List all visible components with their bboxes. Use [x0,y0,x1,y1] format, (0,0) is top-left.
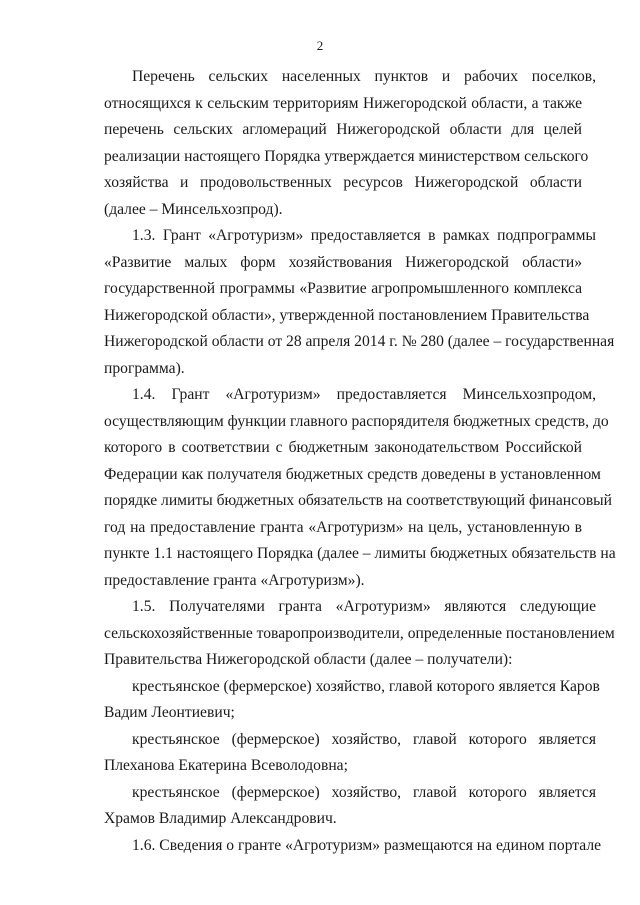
text-line: Федерации как получателя бюджетных средств доведены в установленном [104,465,601,483]
text-line: которого в соответствии с бюджетным законодательством Российской [104,439,582,456]
paragraph [104,674,600,727]
text-line: осуществляющим функции главного распорядителя бюджетных средств, до [104,412,609,430]
page-number: 2 [316,38,324,53]
text-line: год на предоставление гранта «Агротуризм» на цель, установленную в [104,518,582,536]
paragraph [104,382,616,594]
text-line: 1.5. Получателями гранта «Агротуризм» являются следующие [132,598,596,615]
text-line: крестьянское (фермерское) хозяйство, главой которого является [132,783,596,801]
text-line: крестьянское (фермерское) хозяйство, главой которого является Каров [132,677,600,695]
paragraph [104,727,596,780]
text-line: порядке лимиты бюджетных обязательств на соответствующий финансовый [104,492,613,509]
text-line: Перечень сельских населенных пунктов и рабочих поселков, [132,68,596,85]
text-line: 1.4. Грант «Агротуризм» предоставляется Минсельхозпродом, [132,386,596,403]
text-line: Плеханова Екатерина Всеволодовна; [104,757,348,774]
text-line: 1.3. Грант «Агротуризм» предоставляется в рамках подпрограммы [132,227,596,244]
text-line: Вадим Леонтиевич; [104,704,235,721]
text-line: сельскохозяйственные товаропроизводители, определенные постановлением [104,624,615,642]
paragraph [104,223,615,382]
text-line: пункте 1.1 настоящего Порядка (далее – лимиты бюджетных обязательств на [104,545,616,562]
text-line: Нижегородской области», утвержденной постановлением Правительства [104,306,590,324]
text-line: предоставление гранта «Агротуризм»). [104,571,365,589]
paragraph [104,594,615,674]
text-line: 1.6. Сведения о гранте «Агротуризм» размещаются на едином портале [132,836,602,854]
text-line: реализации настоящего Порядка утверждается министерством сельского [104,147,589,165]
text-line: «Развитие малых форм хозяйствования Нижегородской области» [104,253,582,271]
text-line: Нижегородской области от 28 апреля 2014 г. № 280 (далее – государственная [104,333,615,350]
paragraph [104,780,596,833]
text-line: перечень сельских агломераций Нижегородской области для целей [104,121,582,138]
text-line: (далее – Минсельхозпрод). [104,200,283,218]
text-line: крестьянское (фермерское) хозяйство, главой которого является [132,730,596,748]
text-line: программа). [104,359,185,377]
paragraph [118,833,602,860]
text-line: Храмов Владимир Александрович. [104,810,337,827]
text-line: относящихся к сельским территориям Нижегородской области, а также [104,94,582,112]
document-body [104,64,616,859]
text-line: Правительства Нижегородской области (далее – получатели): [104,651,513,668]
text-line: государственной программы «Развитие агропромышленного комплекса [104,280,582,297]
text-line: хозяйства и продовольственных ресурсов Нижегородской области [104,174,582,191]
paragraph [104,64,596,223]
